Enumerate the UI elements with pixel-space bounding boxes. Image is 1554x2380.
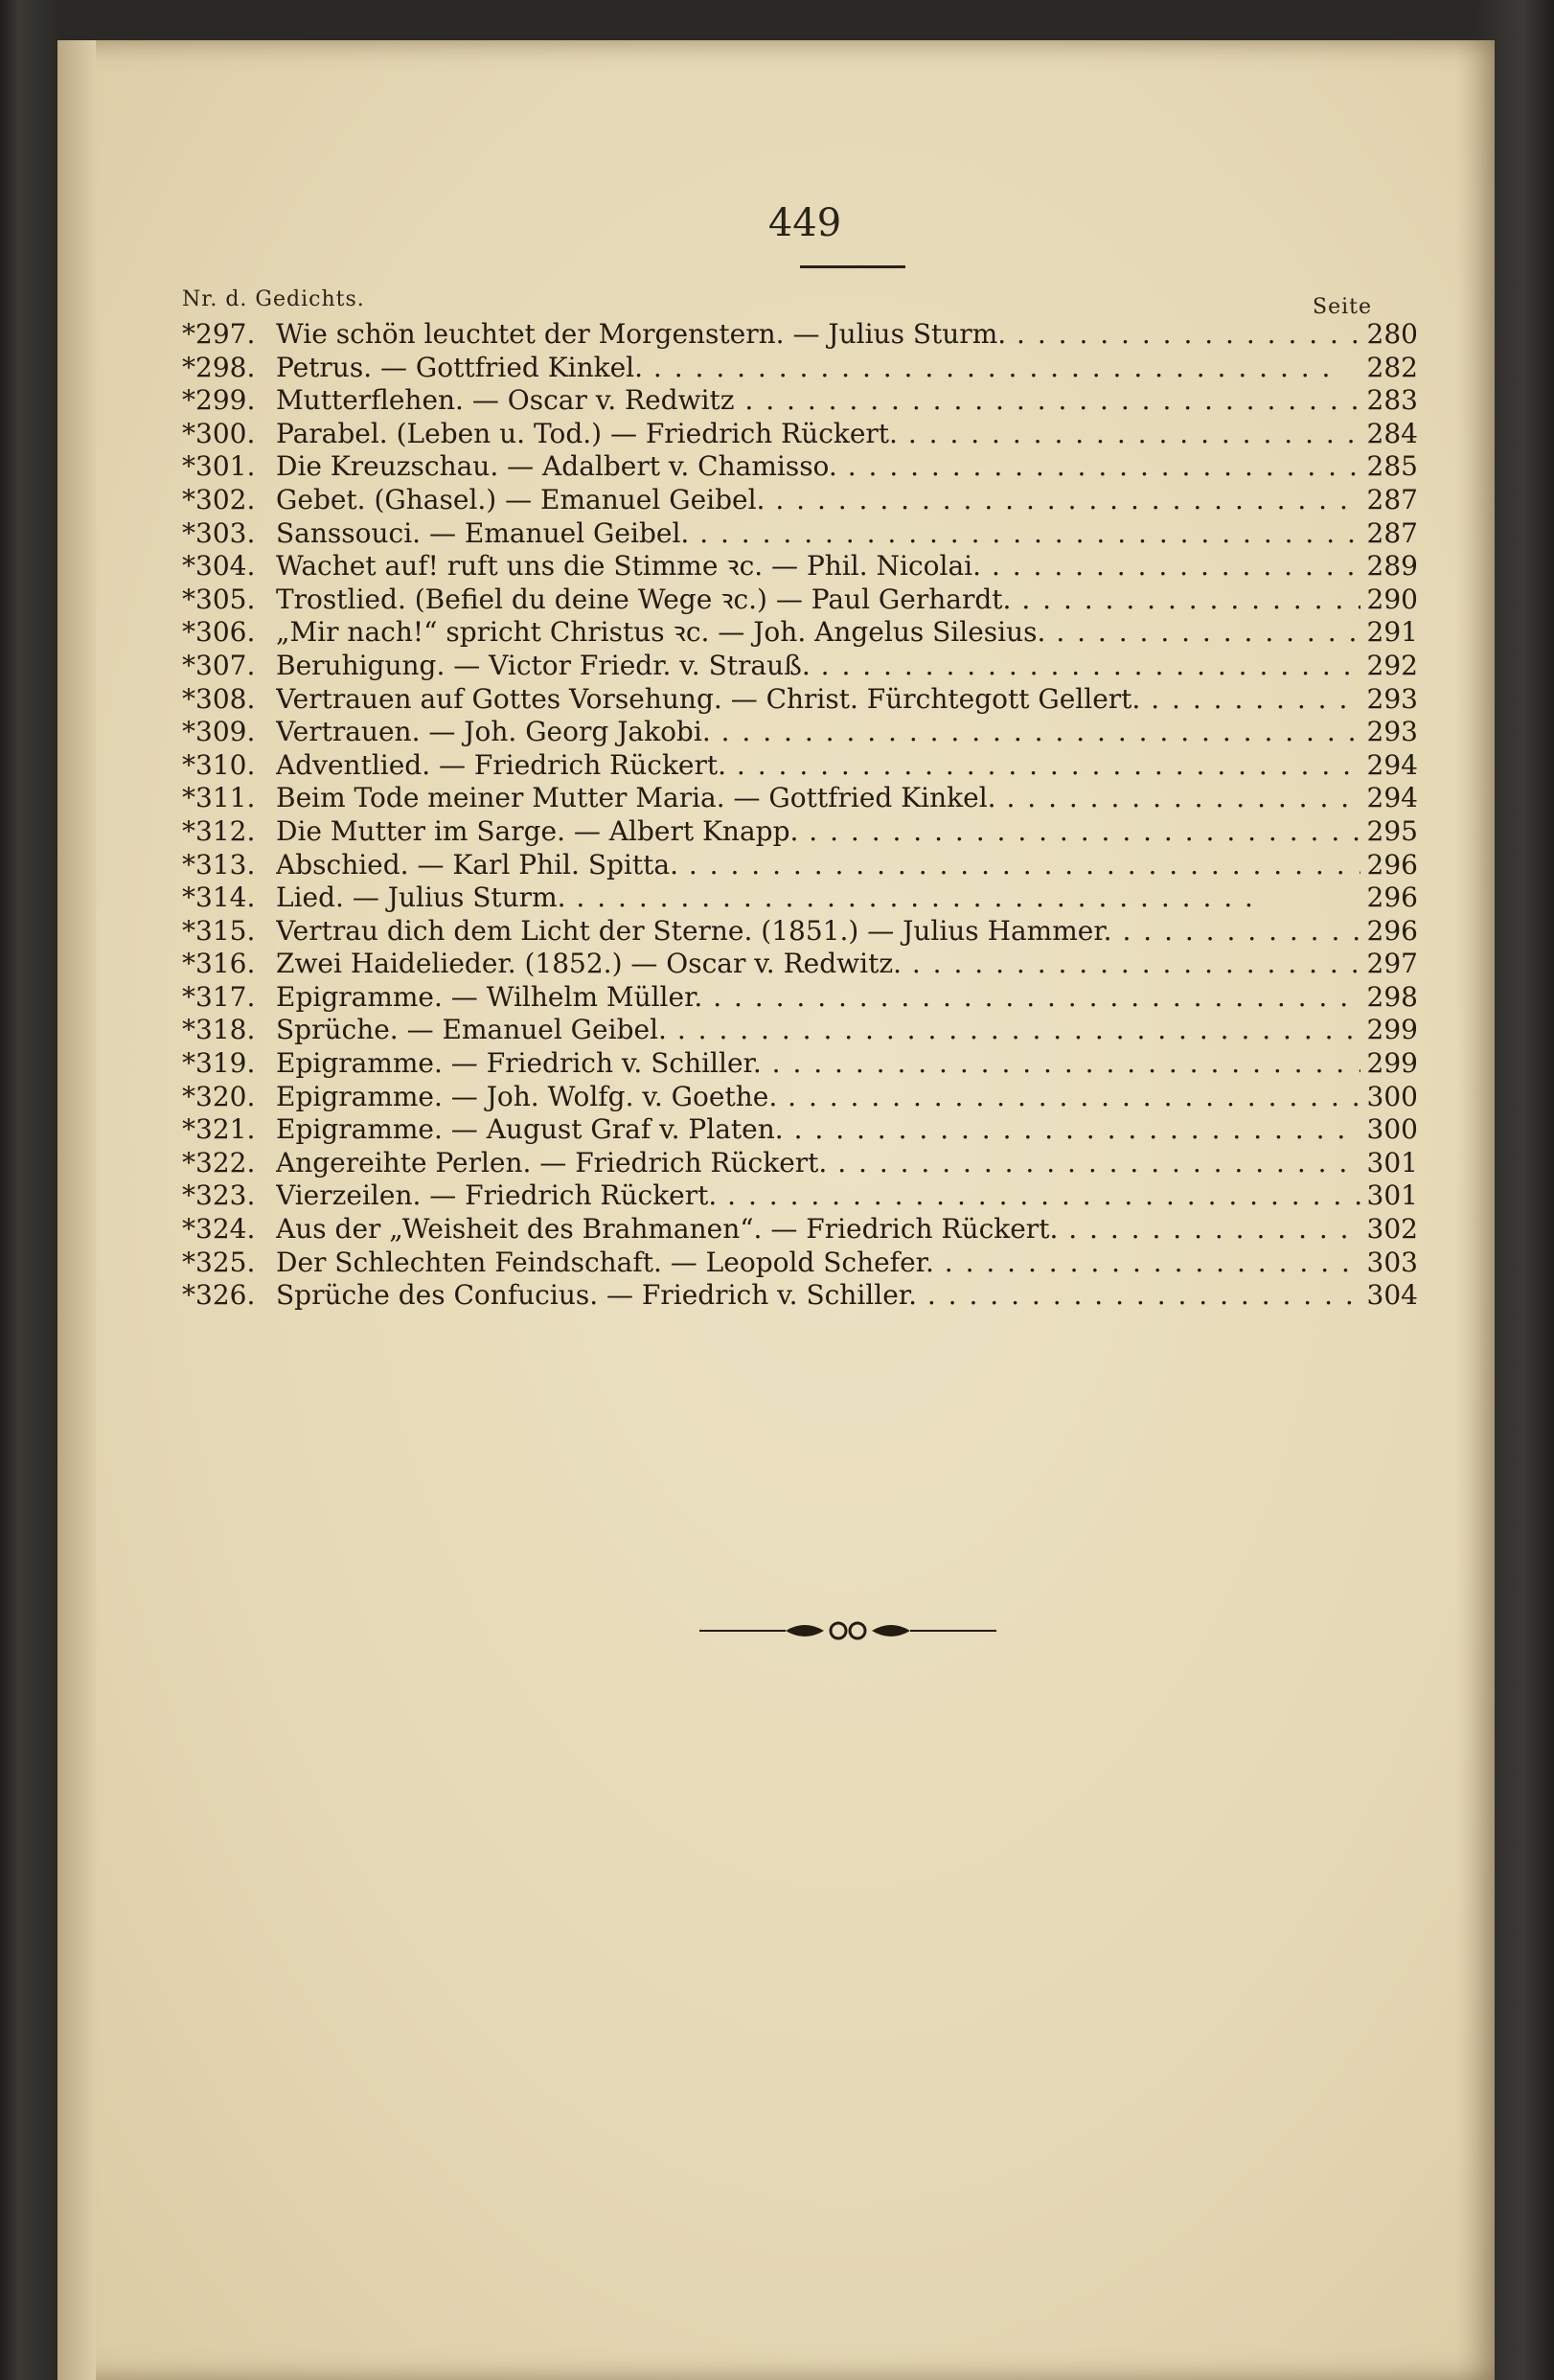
toc-entry — [182, 450, 1418, 484]
toc-entry — [182, 749, 1418, 783]
page-gutter — [57, 40, 96, 2380]
entry-number: *301. — [182, 450, 256, 483]
entry-number: *308. — [182, 682, 256, 715]
entry-number: *312. — [182, 814, 256, 847]
entry-number: *307. — [182, 649, 256, 681]
entry-page: 287 — [1366, 516, 1418, 549]
entry-number: *305. — [182, 583, 256, 615]
entry-number: *309. — [182, 716, 256, 748]
toc-entry — [182, 881, 1418, 915]
entry-page: 296 — [1366, 914, 1418, 947]
entry-title: Vertrauen auf Gottes Vorsehung. — Christ. Fürchtegott Gellert. . . — [276, 683, 1360, 717]
entry-page: 285 — [1366, 450, 1418, 483]
entry-number: *299. — [182, 384, 256, 417]
toc-entry — [182, 1014, 1418, 1047]
toc-entry — [182, 782, 1418, 815]
entry-number: *319. — [182, 1047, 256, 1080]
entry-title: Zwei Haidelieder. (1852.) — Oscar v. Redwitz. . . — [276, 948, 1360, 981]
entry-page: 304 — [1366, 1279, 1418, 1312]
entry-number: *303. — [182, 516, 256, 549]
entry-title: Sprüche des Confucius. — Friedrich v. Schiller. . . — [276, 1279, 1360, 1313]
entry-number: *298. — [182, 351, 256, 383]
entry-title: Gebet. (Ghasel.) — Emanuel Geibel. . . — [276, 484, 1360, 517]
table-of-contents — [182, 318, 1418, 1313]
entry-title: Die Mutter im Sarge. — Albert Knapp. . . — [276, 815, 1360, 849]
entry-number: *320. — [182, 1080, 256, 1112]
entry-page: 289 — [1366, 550, 1418, 583]
toc-entry — [182, 384, 1418, 418]
entry-page: 291 — [1366, 616, 1418, 649]
entry-number: *311. — [182, 782, 256, 814]
entry-page: 299 — [1366, 1014, 1418, 1046]
entry-page: 293 — [1366, 682, 1418, 715]
toc-entry — [182, 1213, 1418, 1247]
entry-title: Die Kreuzschau. — Adalbert v. Chamisso. . . — [276, 450, 1360, 484]
entry-page: 296 — [1366, 881, 1418, 914]
entry-title: Epigramme. — Wilhelm Müller. . . — [276, 981, 1360, 1015]
entry-page: 300 — [1366, 1080, 1418, 1112]
entry-title: Angereihte Perlen. — Friedrich Rückert. . . — [276, 1147, 1360, 1180]
entry-title: Wie schön leuchtet der Morgenstern. — Julius Sturm. . . — [276, 318, 1360, 352]
ornament-divider — [699, 1612, 996, 1650]
entry-title: Beim Tode meiner Mutter Maria. — Gottfried Kinkel. . . — [276, 782, 1360, 815]
toc-entry — [182, 318, 1418, 352]
entry-title: Epigramme. — Joh. Wolfg. v. Goethe. . . — [276, 1081, 1360, 1114]
entry-number: *321. — [182, 1113, 256, 1146]
entry-title: Sprüche. — Emanuel Geibel. . . — [276, 1014, 1360, 1047]
column-header-page: Seite — [1313, 295, 1372, 319]
toc-entry — [182, 517, 1418, 551]
toc-entry — [182, 683, 1418, 717]
toc-entry — [182, 981, 1418, 1015]
entry-page: 294 — [1366, 782, 1418, 814]
entry-number: *322. — [182, 1146, 256, 1179]
entry-title: Petrus. — Gottfried Kinkel. . . — [276, 352, 1360, 385]
entry-title: Vertrau dich dem Licht der Sterne. (1851.) — Julius Hammer. . . — [276, 915, 1360, 949]
entry-title: Vertrauen. — Joh. Georg Jakobi. . . — [276, 716, 1360, 749]
entry-number: *304. — [182, 550, 256, 583]
entry-page: 299 — [1366, 1047, 1418, 1080]
entry-page: 283 — [1366, 384, 1418, 417]
book-page — [57, 40, 1495, 2380]
entry-number: *323. — [182, 1179, 256, 1212]
entry-page: 298 — [1366, 980, 1418, 1013]
entry-page: 280 — [1366, 318, 1418, 350]
toc-entry — [182, 1247, 1418, 1280]
entry-page: 292 — [1366, 649, 1418, 681]
entry-page: 301 — [1366, 1179, 1418, 1212]
entry-page: 300 — [1366, 1113, 1418, 1146]
entry-number: *326. — [182, 1279, 256, 1312]
entry-title: Der Schlechten Feindschaft. — Leopold Schefer. . . — [276, 1247, 1360, 1280]
toc-entry — [182, 1081, 1418, 1114]
toc-entry — [182, 1113, 1418, 1147]
toc-entry — [182, 1179, 1418, 1213]
entry-title: „Mir nach!“ spricht Christus ꝛc. — Joh. Angelus Silesius. . . — [276, 616, 1360, 650]
entry-title: Beruhigung. — Victor Friedr. v. Strauß. . . — [276, 650, 1360, 683]
entry-page: 303 — [1366, 1246, 1418, 1278]
entry-page: 293 — [1366, 716, 1418, 748]
entry-page: 290 — [1366, 583, 1418, 615]
entry-title: Lied. — Julius Sturm. . . — [276, 881, 1360, 915]
entry-title: Mutterflehen. — Oscar v. Redwitz . . — [276, 384, 1360, 418]
page-number: 449 — [767, 201, 842, 245]
entry-page: 294 — [1366, 748, 1418, 781]
toc-entry — [182, 584, 1418, 617]
column-header-number: Nr. d. Gedichts. — [182, 287, 365, 311]
entry-title: Trostlied. (Befiel du deine Wege ꝛc.) — Paul Gerhardt. . . — [276, 584, 1360, 617]
toc-entry — [182, 650, 1418, 683]
entry-title: Parabel. (Leben u. Tod.) — Friedrich Rückert. . . — [276, 418, 1360, 451]
entry-title: Sanssouci. — Emanuel Geibel. . . — [276, 517, 1360, 551]
entry-title: Adventlied. — Friedrich Rückert. . . — [276, 749, 1360, 783]
entry-number: *314. — [182, 881, 256, 914]
toc-entry — [182, 849, 1418, 882]
toc-entry — [182, 716, 1418, 749]
toc-entry — [182, 1279, 1418, 1313]
toc-entry — [182, 484, 1418, 517]
header-rule — [800, 265, 905, 268]
entry-number: *300. — [182, 417, 256, 449]
entry-number: *302. — [182, 483, 256, 515]
entry-page: 284 — [1366, 417, 1418, 449]
entry-number: *297. — [182, 318, 256, 350]
entry-page: 301 — [1366, 1146, 1418, 1179]
entry-number: *315. — [182, 914, 256, 947]
entry-number: *306. — [182, 616, 256, 649]
entry-number: *313. — [182, 848, 256, 881]
toc-entry — [182, 915, 1418, 949]
entry-page: 297 — [1366, 948, 1418, 980]
toc-entry — [182, 616, 1418, 650]
entry-number: *318. — [182, 1014, 256, 1046]
entry-number: *310. — [182, 748, 256, 781]
entry-title: Aus der „Weisheit des Brahmanen“. — Friedrich Rückert. . . — [276, 1213, 1360, 1247]
entry-page: 302 — [1366, 1213, 1418, 1246]
toc-entry — [182, 948, 1418, 981]
entry-title: Abschied. — Karl Phil. Spitta. . . — [276, 849, 1360, 882]
toc-entry — [182, 418, 1418, 451]
entry-page: 296 — [1366, 848, 1418, 881]
entry-page: 282 — [1366, 351, 1418, 383]
entry-number: *324. — [182, 1213, 256, 1246]
toc-entry — [182, 1147, 1418, 1180]
entry-number: *325. — [182, 1246, 256, 1278]
toc-entry — [182, 352, 1418, 385]
toc-entry — [182, 815, 1418, 849]
entry-number: *316. — [182, 948, 256, 980]
toc-entry — [182, 550, 1418, 584]
entry-number: *317. — [182, 980, 256, 1013]
entry-page: 295 — [1366, 814, 1418, 847]
page-edge — [1456, 40, 1495, 2380]
entry-page: 287 — [1366, 483, 1418, 515]
entry-title: Vierzeilen. — Friedrich Rückert. . . — [276, 1179, 1360, 1213]
entry-title: Epigramme. — August Graf v. Platen. . . — [276, 1113, 1360, 1147]
entry-title: Wachet auf! ruft uns die Stimme ꝛc. — Phil. Nicolai. . . — [276, 550, 1360, 584]
toc-entry — [182, 1047, 1418, 1081]
entry-title: Epigramme. — Friedrich v. Schiller. . . — [276, 1047, 1360, 1081]
